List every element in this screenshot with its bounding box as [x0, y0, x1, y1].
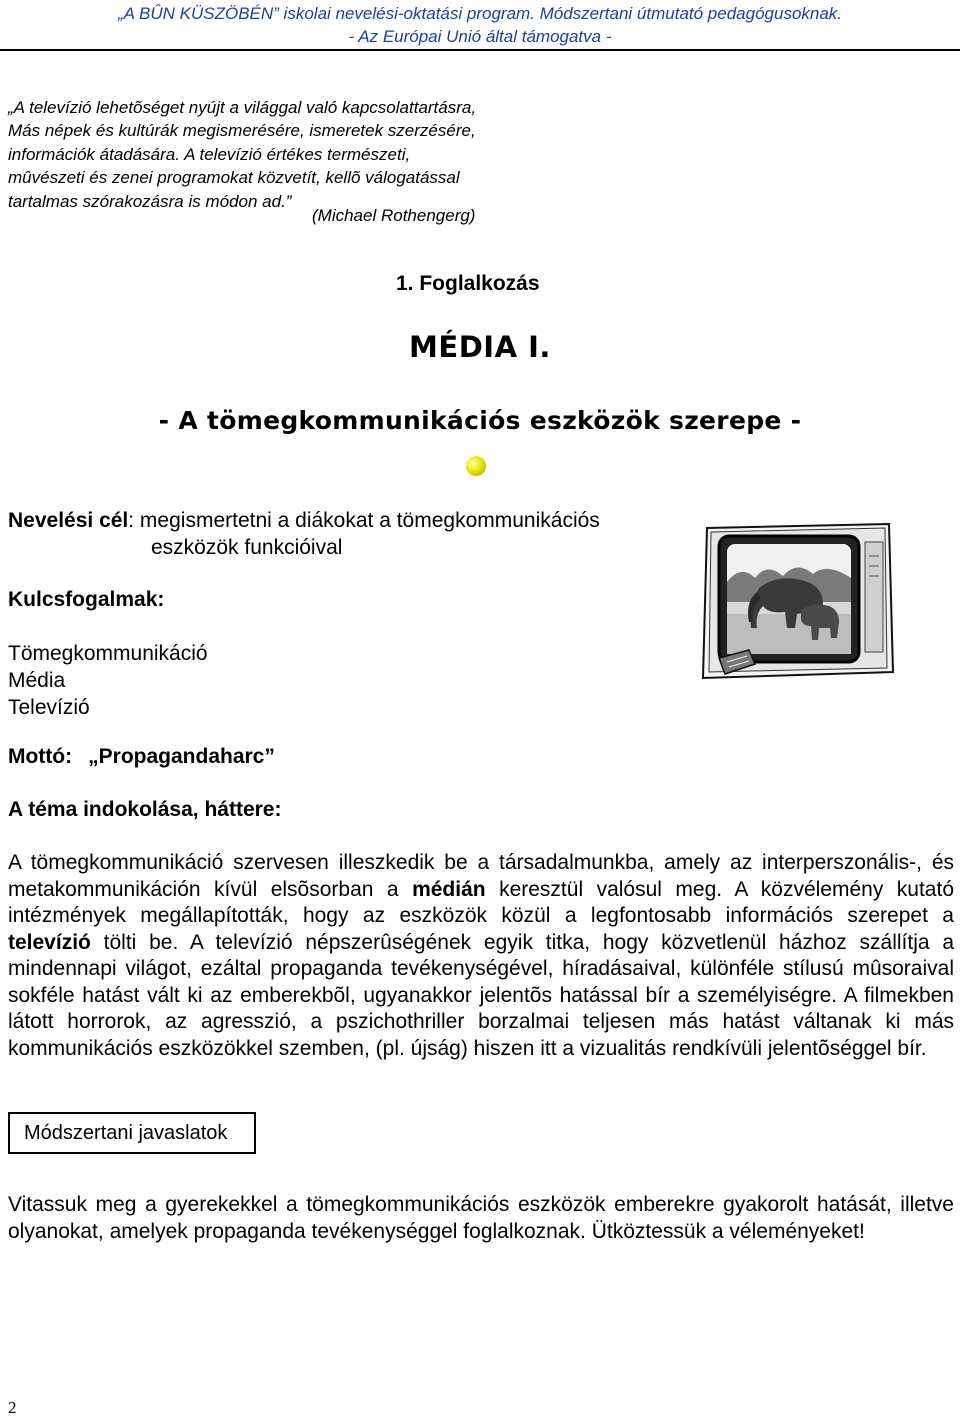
paragraph-text: tölti be. A televízió népszerûségének egyik titka, hogy közvetlenül házhoz szállítja a mindennapi világot, ezáltal propaganda tevékenységével, híradásaival, különféle stílusú mûsoraival sokféle hatást vált ki az emberekbõl, ugyanakkor jelentõs hatással bír a személyiségre. A filmekben látott horrorok, az agresszió, a pszichothriller borzalmai teljesen más hatást váltanak ki más kommunikációs eszközökkel szemben, (pl. újság) hiszen itt a vizualitás rendkívüli jelentõséggel bír. [8, 930, 954, 1060]
page-header [0, 2, 960, 48]
television-elephants-image [697, 522, 897, 682]
background-paragraph [8, 850, 954, 1062]
educational-goal [8, 507, 688, 561]
goal-label: Nevelési cél [8, 509, 129, 532]
header-line-2: - Az Európai Unió által támogatva - [348, 27, 612, 46]
yellow-ball-icon [466, 456, 486, 476]
keywords-list [8, 640, 208, 721]
main-title: MÉDIA I. [409, 330, 551, 364]
keywords-label: Kulcsfogalmak: [8, 588, 165, 611]
quote-line: mûvészeti és zenei programokat közvetít, kellõ válogatással [8, 168, 460, 188]
emphasis-television: televízió [8, 930, 91, 954]
motto [8, 743, 275, 770]
goal-text-line-1: : megismertetni a diákokat a tömegkommunikációs [128, 509, 600, 532]
paragraph-text: keresztül valósul meg. A közvélemény kutató intézmények megállapították, hogy az eszközök közül a legfontosabb információs szerepet a [8, 877, 954, 927]
page-number: 2 [8, 1398, 17, 1417]
motto-quote [8, 96, 588, 213]
background-heading: A téma indokolása, háttere: [8, 798, 282, 821]
emphasis-media: médián [412, 877, 486, 901]
paragraph-text: A tömegkommunikáció szervesen illeszkedik be a társadalmunkba, amely az interperszonális-, és metakommunikáción kívül elsõsorban a [8, 851, 954, 901]
motto-label: Mottó: [8, 745, 73, 768]
quote-author: (Michael Rothengerg) [312, 206, 476, 225]
subtitle: - A tömegkommunikációs eszközök szerepe - [158, 406, 802, 435]
quote-line: „A televízió lehetõséget nyújt a világgal való kapcsolattartásra, [8, 98, 477, 117]
keyword-item: Média [8, 669, 66, 692]
header-rule [0, 49, 960, 51]
session-title: 1. Foglalkozás [396, 272, 540, 295]
quote-line: Más népek és kultúrák megismerésére, ismeretek szerzésére, [8, 121, 476, 141]
methods-box: Módszertani javaslatok [8, 1112, 256, 1154]
keyword-item: Tömegkommunikáció [8, 642, 208, 665]
goal-text-line-2: eszközök funkcióival [151, 536, 343, 559]
quote-line: információk átadására. A televízió értékes természeti, [8, 144, 411, 164]
motto-value: „Propagandaharc” [88, 745, 275, 768]
closing-paragraph: Vitassuk meg a gyerekekkel a tömegkommunikációs eszközök emberekre gyakorolt hatását, illetve olyanokat, amelyek propaganda tevékenységgel foglalkoznak. Ütköztessük a véleményeket! [8, 1193, 954, 1243]
keyword-item: Televízió [8, 696, 90, 719]
quote-line: tartalmas szórakozásra is módon ad.” [8, 191, 292, 211]
header-line-1: „A BÛN KÜSZÖBÉN” iskolai nevelési-oktatási program. Módszertani útmutató pedagógusoknak. [117, 4, 843, 23]
